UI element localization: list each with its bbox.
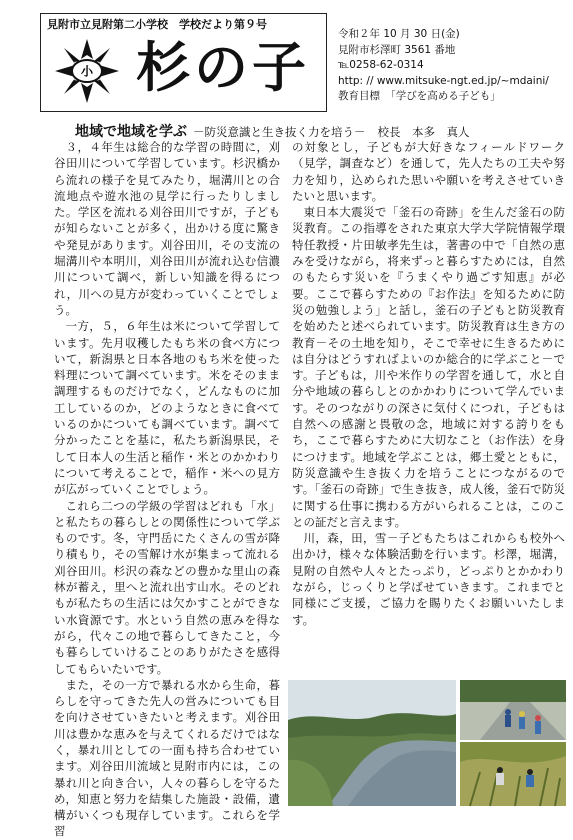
paragraph: の対象とし，子どもが大好きなフィールドワーク（見学，調査など）を通して，先人たちの工夫や努力を知り，込められた思いや願いを考えさせていきたいと思います。: [292, 140, 565, 203]
issue-date: 令和２年 10 月 30 日(金): [338, 28, 460, 40]
newsletter-title: 杉の子: [136, 36, 310, 99]
school-info: [338, 27, 549, 105]
paragraph: これら二つの学級の学習はどれも「水」と私たちの暮らしとの関係性について学ぶものです。冬，守門岳にたくさんの雪が降り積もり，その雪解け水が集まって流れる刈谷田川。杉沢の森などの豊かな里山の森林が蓄え，里へと流れ出す山水。そのどれもが私たちの生活には欠かすことができない水資源です。水という自然の恵みを得ながら，代々この地で暮らしてきたこと，今も暮らしていけることのありがたさを感得してもらいたいです。: [54, 498, 280, 676]
newsletter-header: [40, 13, 568, 115]
photo-area: [288, 680, 568, 806]
paragraph: 一方，５，６年生は米について学習しています。先月収穫したもち米の食べ方について，新潟県と日本各地のもち米を使った料理について調べています。米をそのまま調理するものだけでなく，どんなものに加工しているのか，どのようなときに食べているのかについても調べています。調べて分かったことを基に，私たち新潟県民，そして日本人の生活と稲作・米とのかかわりについて考えることで，稲作・米への見方が広がっていくことでしょう。: [54, 319, 280, 497]
school-line: 見附市立見附第二小学校 学校だより第９号: [47, 18, 267, 31]
article-author: 校長 本多 真人: [377, 125, 470, 139]
article-title: 地域で地域を学ぶ: [75, 124, 187, 140]
paragraph: ３，４年生は総合的な学習の時間に，刈谷田川について学習しています。杉沢橋から流れの様子を見てみたり，堀溝川との合流地点や遊水池の見学に行ったりしました。学区を流れる刈谷田川ですが，子どもが知らないことが多く，出かける度に驚きや発見があります。刈谷田川，その支流の堀溝川や本明川，刈谷田川が流れ込む信濃川について調べ，新しい知識を得るにつれ，川への見方が変わっていくことでしょう。: [54, 140, 280, 317]
right-column: [292, 139, 565, 679]
school-tel: ℡0258-62-0314: [338, 59, 424, 71]
left-column: [54, 139, 280, 839]
fieldwork-photo-road: [460, 680, 566, 740]
masthead-box: [40, 13, 327, 112]
river-photo: [288, 680, 456, 806]
paragraph: 川，森，田，雪－子どもたちはこれからも校外へ出かけ，様々な体験活動を行います。杉澤，堀溝，見附の自然や人々とたっぷり，どっぷりとかかわりながら，じっくりと学ばせていきます。これまでと同様にご支援，ご協力を賜りたくお願いいたします。: [292, 531, 565, 627]
article-subtitle: －防災意識と生き抜く力を培う－: [193, 125, 366, 139]
school-address: 見附市杉澤町 3561 番地: [338, 43, 456, 56]
paragraph: また，その一方で暴れる水から生命，暮らしを守ってきた先人の営みについても目を向けさせていきたいと考えます。刈谷田川は豊かな恵みを与えてくれるだけではなく，暴れ川としての一面も持ち合わせています。刈谷田川流域と見附市内には，この暴れ川と向き合い，人々の暮らしを守るため，知恵と努力を結集した施設・設備，遺構がいくつも現存しています。これらを学習: [54, 677, 280, 839]
education-goal: 教育目標 「学びを高める子ども」: [338, 90, 501, 102]
paragraph: 東日本大震災で「釜石の奇跡」を生んだ釜石の防災教育。この指導をされた東京大学大学院情報学環特任教授・片田敏孝先生は，著書の中で「自然の恵みを受けながら，将来ずっと暮らすためには，自然のもたらす災いを『うまくやり過ごす知恵』が必要。ここで暮らすための『お作法』を知るために防災の勉強しよう」と話し，釜石の子どもと防災教育を始めたと述べられています。防災教育は生き方の教育－その土地を知り，そこで幸せに生きるためには自分はどうすればよいのか総合的に学ぶこと－です。子どもは，川や米作りの学習を通して，水と自分や地域の暮らしとのかかわりについて学んでいます。そのつながりの深さに気付くにつれ，子どもは自然への感謝と畏敬の念，地域に対する誇りをもち，ここで暮らすために大切なこと（お作法）を身につけます。地域を学ぶことは，郷土愛とともに，防災意識や生き抜く力を培うことにつながるのです。「釜石の奇跡」で生き抜き，成人後，釜石で防災に関する仕事に携わる方がいられることは，このことの証だと言えます。: [292, 205, 565, 529]
article-heading: [75, 121, 565, 141]
fieldwork-photo-grass: [460, 742, 566, 806]
emblem-label: 小: [80, 64, 94, 79]
school-url[interactable]: http: // www.mitsuke-ngt.ed.jp/~mdaini/: [338, 74, 549, 87]
school-emblem-icon: [53, 37, 121, 105]
